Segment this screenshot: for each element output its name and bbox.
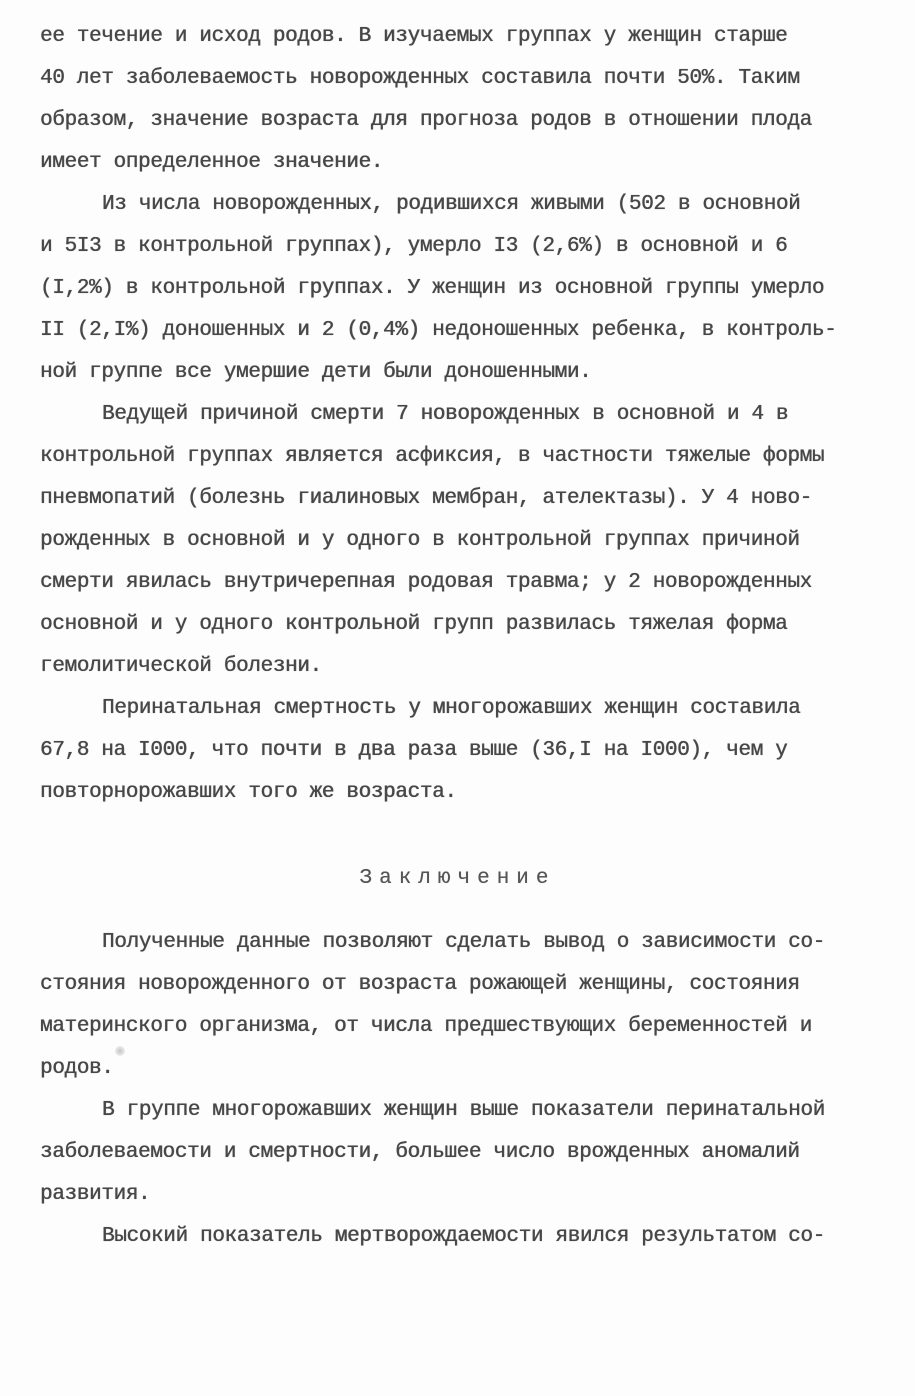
- text-line: ной группе все умершие дети были доношенными.: [40, 361, 592, 384]
- text-line: родов.: [40, 1057, 114, 1080]
- text-line: Полученные данные позволяют сделать вывод о зависимости со-: [102, 931, 825, 954]
- body-text-top: [40, 16, 875, 814]
- text-line: имеет определенное значение.: [40, 151, 384, 174]
- ink-smudge: [115, 1046, 125, 1056]
- text-line: образом, значение возраста для прогноза родов в отношении плода: [40, 109, 812, 132]
- text-line: II (2,I%) доношенных и 2 (0,4%) недоношенных ребенка, в контроль-: [40, 319, 837, 342]
- text-line: (I,2%) в контрольной группах. У женщин из основной группы умерло: [40, 277, 825, 300]
- text-line: Перинатальная смертность у многорожавших женщин составила: [102, 697, 801, 720]
- text-line: стояния новорожденного от возраста рожающей женщины, состояния: [40, 973, 800, 996]
- text-line: развития.: [40, 1183, 151, 1206]
- text-line: 40 лет заболеваемость новорожденных составила почти 50%. Таким: [40, 67, 800, 90]
- text-line: смерти явилась внутричерепная родовая травма; у 2 новорожденных: [40, 571, 812, 594]
- text-line: гемолитической болезни.: [40, 655, 322, 678]
- body-text-bottom: [40, 922, 875, 1258]
- text-line: рожденных в основной и у одного в контрольной группах причиной: [40, 529, 800, 552]
- text-line: основной и у одного контрольной групп развилась тяжелая форма: [40, 613, 788, 636]
- text-line: Ведущей причиной смерти 7 новорожденных в основной и 4 в: [102, 403, 789, 426]
- text-line: Из числа новорожденных, родившихся живыми (502 в основной: [102, 193, 801, 216]
- text-line: и 5I3 в контрольной группах), умерло I3 (2,6%) в основной и 6: [40, 235, 788, 258]
- text-line: пневмопатий (болезнь гиалиновых мембран, ателектазы). У 4 ново-: [40, 487, 812, 510]
- text-line: ее течение и исход родов. В изучаемых группах у женщин старше: [40, 25, 788, 48]
- text-line: Высокий показатель мертворождаемости явился результатом со-: [102, 1225, 825, 1248]
- text-line: В группе многорожавших женщин выше показатели перинатальной: [102, 1099, 825, 1122]
- text-line: материнского организма, от числа предшествующих беременностей и: [40, 1015, 812, 1038]
- text-line: контрольной группах является асфиксия, в частности тяжелые формы: [40, 445, 825, 468]
- text-line: повторнорожавших того же возраста.: [40, 781, 457, 804]
- text-line: 67,8 на I000, что почти в два раза выше (36,I на I000), чем у: [40, 739, 788, 762]
- section-heading: Заключение: [359, 867, 556, 890]
- text-line: заболеваемости и смертности, большее число врожденных аномалий: [40, 1141, 800, 1164]
